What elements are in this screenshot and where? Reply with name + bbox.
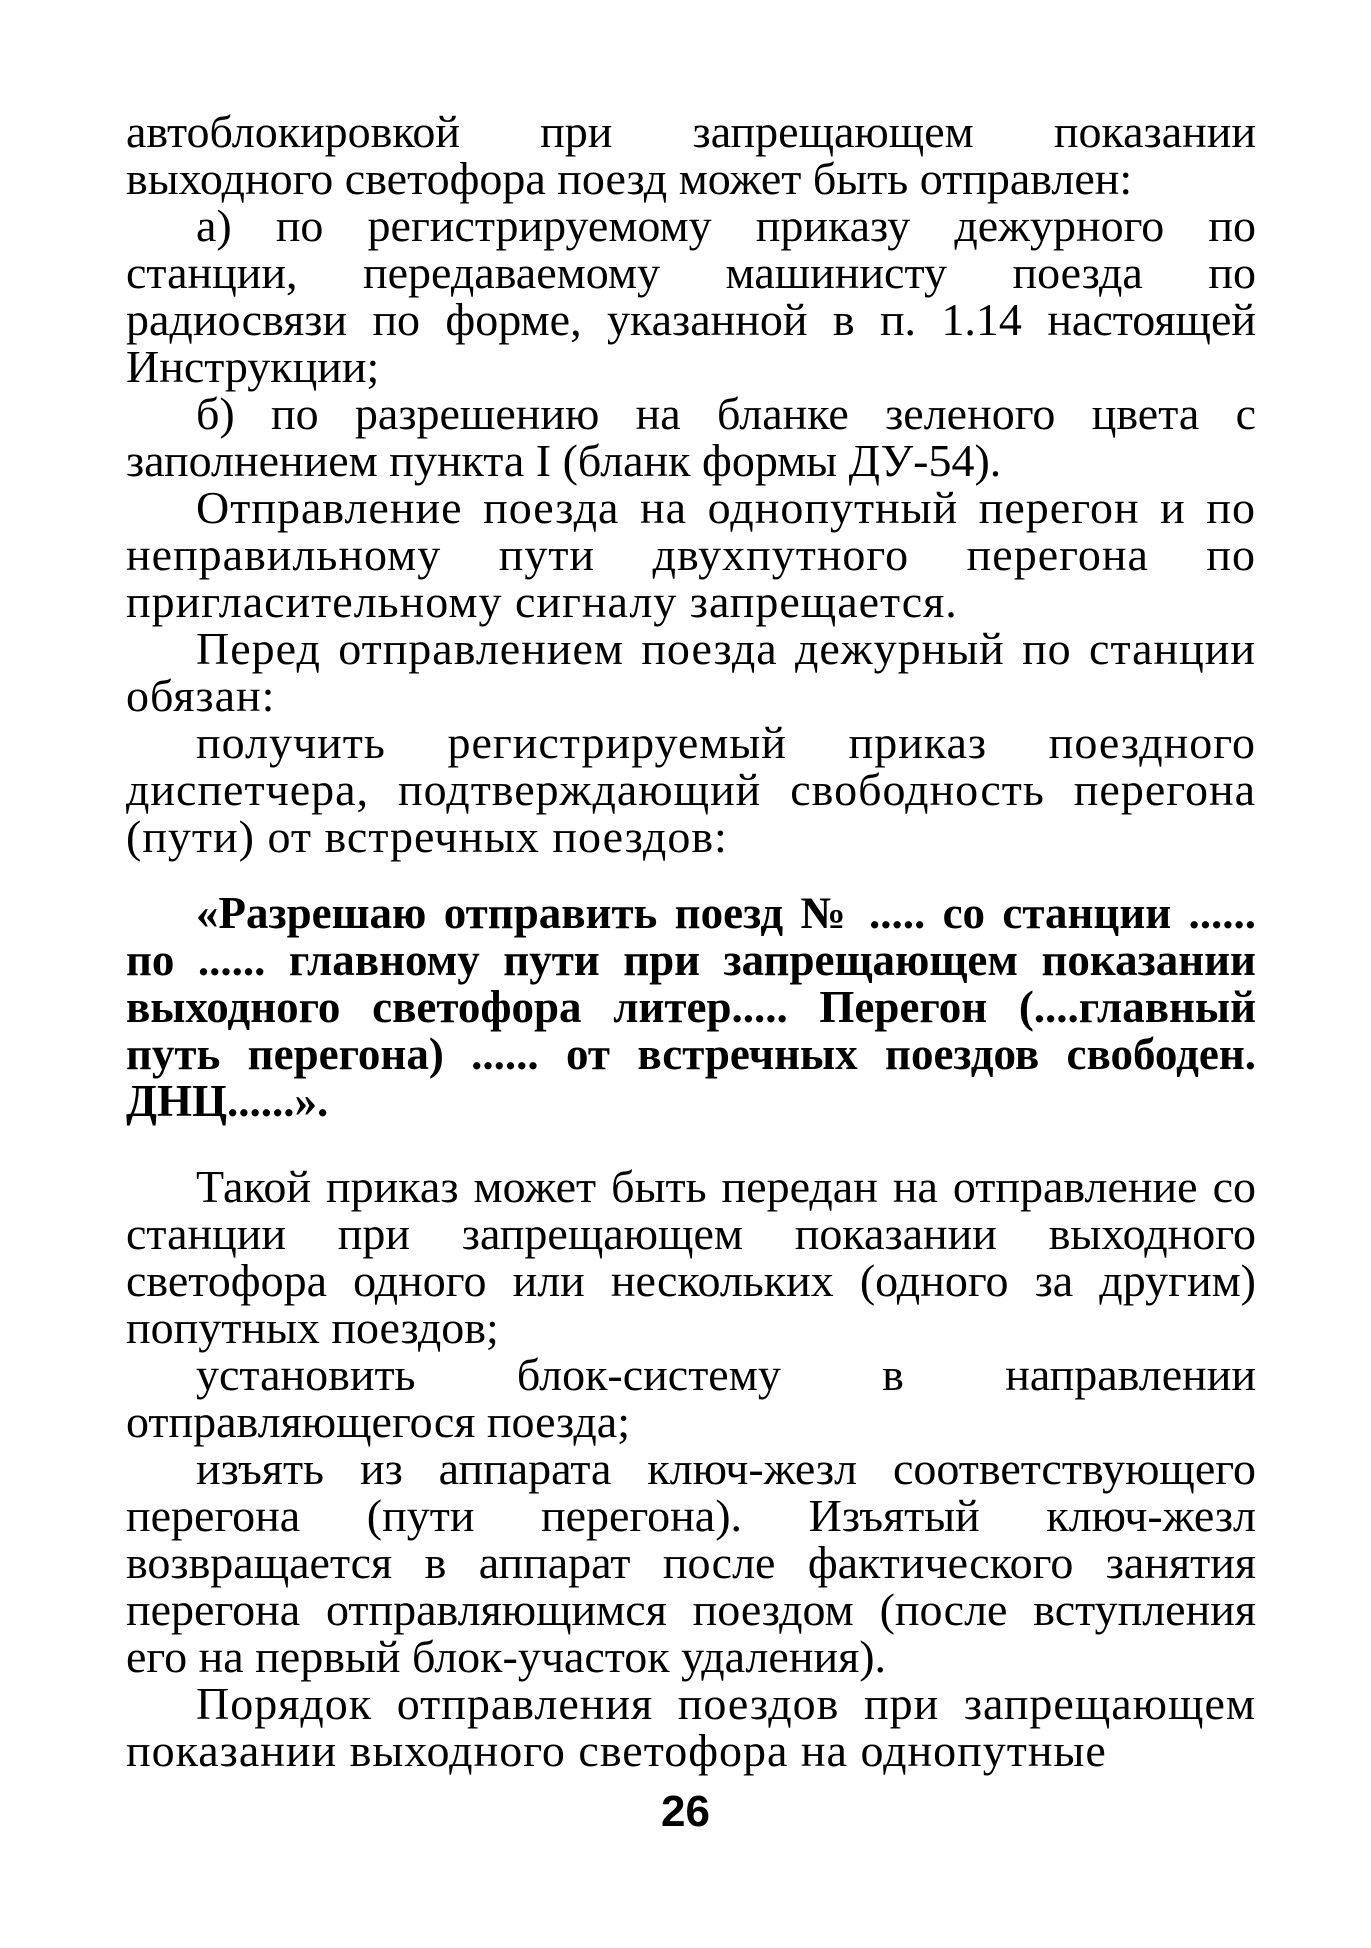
page-body [126, 108, 1256, 1774]
paragraph-prohibition: Отправление поезда на однопутный перегон и по неправильному пути двухпутного перегона по пригласительному сигналу запрещается. [126, 482, 1256, 627]
paragraph-duty-officer: Перед отправлением поезда дежурный по станции обязан: [126, 623, 1256, 721]
order-template: «Разрешаю отправить поезд № ..... со станции ...... по ...... главному пути при запрещающем показании выходного светофора литер..... Перегон (....главный путь перегона) ...... от встречных поездов свободен. ДНЦ......». [126, 888, 1256, 1126]
paragraph-key-staff: изъять из аппарата ключ-жезл соответствующего перегона (пути перегона). Изъятый ключ-жезл возвращается в аппарат после фактического занятия перегона отправляющимся поездом (после вступления его на первый блок-участок удаления). [126, 1443, 1256, 1682]
paragraph-order-note: Такой приказ может быть передан на отправление со станции при запрещающем показании выходного светофора одного или нескольких (одного за другим) попутных поездов; [126, 1161, 1256, 1353]
paragraph-block-system: установить блок-систему в направлении отправляющегося поезда; [126, 1349, 1256, 1447]
paragraph-option-b: б) по разрешению на бланке зеленого цвета с заполнением пункта I (бланк формы ДУ-54). [126, 388, 1256, 486]
paragraph-receive-order: получить регистрируемый приказ поездного диспетчера, подтверждающий свободность перегона (пути) от встречных поездов: [126, 717, 1256, 862]
paragraph-option-a: а) по регистрируемому приказу дежурного по станции, передаваемому машинисту поезда по радиосвязи по форме, указанной в п. 1.14 настоящей Инструкции; [126, 200, 1256, 392]
paragraph-continuation: автоблокировкой при запрещающем показании выходного светофора поезд может быть отправлен: [126, 106, 1256, 204]
paragraph-procedure: Порядок отправления поездов при запрещающем показании выходного светофора на однопутные [126, 1678, 1256, 1776]
page-number: 26 [661, 1787, 710, 1836]
